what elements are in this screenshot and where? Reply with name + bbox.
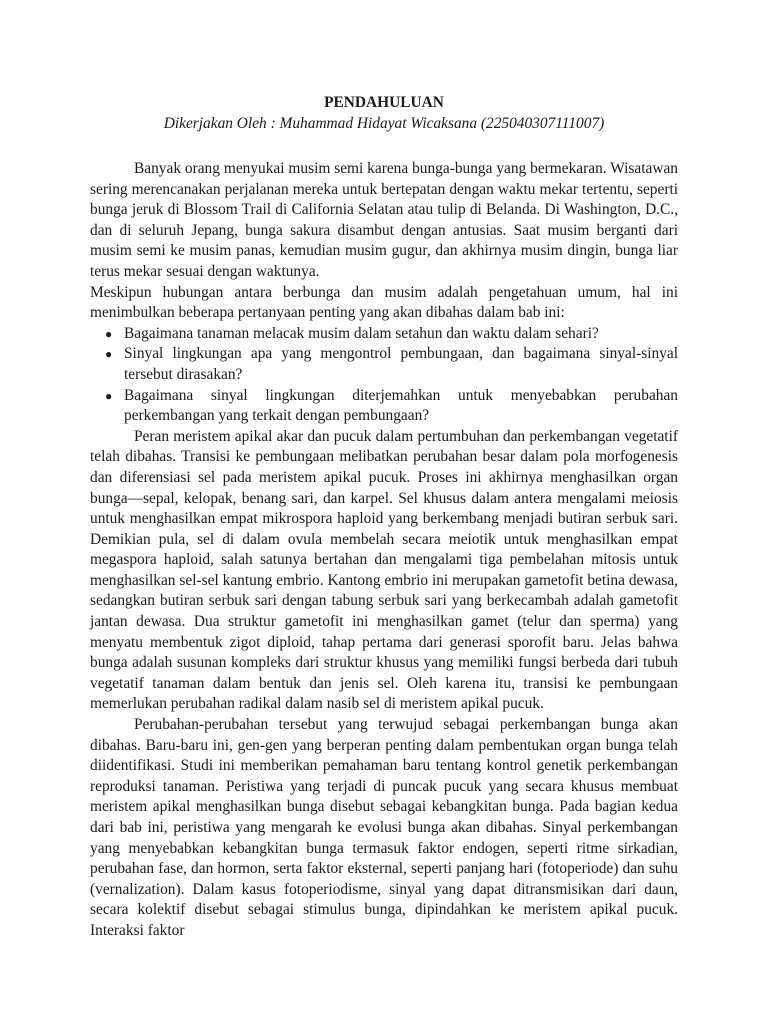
- paragraph-2: Meskipun hubungan antara berbunga dan musim adalah pengetahuan umum, hal ini menimbulkan beberapa pertanyaan penting yang akan dibahas dalam bab ini:: [90, 283, 678, 322]
- bullet-icon: ●: [105, 347, 113, 362]
- bullet-icon: ●: [105, 326, 113, 341]
- paragraph-3: Peran meristem apikal akar dan pucuk dalam pertumbuhan dan perkembangan vegetatif telah dibahas. Transisi ke pembungaan melibatkan perubahan besar dalam pola morfogenesis dan diferensiasi sel pada meristem apikal pucuk. Proses ini akhirnya menghasilkan organ bunga—sepal, kelopak, benang sari, dan karpel. Sel khusus dalam antera mengalami meiosis untuk menghasilkan empat mikrospora haploid yang berkembang menjadi butiran serbuk sari. Demikian pula, sel di dalam ovula membelah secara meiotik untuk menghasilkan empat megaspora haploid, salah satunya bertahan dan mengalami tiga pembelahan mitosis untuk menghasilkan sel-sel kantung embrio. Kantong embrio ini merupakan gametofit betina dewasa, sedangkan butiran serbuk sari dengan tabung serbuk sari yang berkecambah adalah gametofit jantan dewasa. Dua struktur gametofit ini menghasilkan gamet (telur dan sperma) yang menyatu membentuk zigot diploid, tahap pertama dari generasi sporofit baru. Jelas bahwa bunga adalah susunan kompleks dari struktur khusus yang memiliki fungsi berbeda dari tubuh vegetatif tanaman dalam bentuk dan jenis sel. Oleh karena itu, transisi ke pembungaan memerlukan perubahan radikal dalam nasib sel di meristem apikal pucuk.: [90, 427, 678, 713]
- document-title: PENDAHULUAN: [324, 94, 444, 111]
- bullet-icon: ●: [105, 388, 113, 403]
- list-item: [90, 386, 678, 427]
- question-list: [90, 324, 678, 427]
- list-item-text: Bagaimana sinyal lingkungan diterjemahkan untuk menyebabkan perubahan perkembangan yang terkait dengan pembungaan?: [124, 386, 678, 425]
- list-item: [90, 344, 678, 385]
- author-byline: Dikerjakan Oleh : Muhammad Hidayat Wicaksana (225040307111007): [163, 115, 605, 132]
- list-item-text: Sinyal lingkungan apa yang mengontrol pembungaan, dan bagaimana sinyal-sinyal tersebut dirasakan?: [124, 345, 678, 383]
- list-item-text: Bagaimana tanaman melacak musim dalam setahun dan waktu dalam sehari?: [124, 324, 599, 342]
- document-page: [90, 93, 678, 942]
- paragraph-4: Perubahan-perubahan tersebut yang terwujud sebagai perkembangan bunga akan dibahas. Baru-baru ini, gen-gen yang berperan penting dalam pembentukan organ bunga telah diidentifikasi. Studi ini memberikan pemahaman baru tentang kontrol genetik perkembangan reproduksi tanaman. Peristiwa yang terjadi di puncak pucuk yang secara khusus membuat meristem apikal menghasilkan bunga disebut sebagai kebangkitan bunga. Pada bagian kedua dari bab ini, peristiwa yang mengarah ke evolusi bunga akan dibahas. Sinyal perkembangan yang menyebabkan kebangkitan bunga termasuk faktor endogen, seperti ritme sirkadian, perubahan fase, dan hormon, serta faktor eksternal, seperti panjang hari (fotoperiode) dan suhu (vernalization). Dalam kasus fotoperiodisme, sinyal yang dapat ditransmisikan dari daun, secara kolektif disebut sebagai stimulus bunga, dipindahkan ke meristem apikal pucuk. Interaksi faktor: [90, 716, 678, 939]
- list-item: [90, 324, 678, 345]
- paragraph-1: Banyak orang menyukai musim semi karena bunga-bunga yang bermekaran. Wisatawan sering merencanakan perjalanan mereka untuk bertepatan dengan waktu mekar tertentu, seperti bunga jeruk di Blossom Trail di California Selatan atau tulip di Belanda. Di Washington, D.C., dan di seluruh Jepang, bunga sakura disambut dengan antusias. Saat musim berganti dari musim semi ke musim panas, kemudian musim gugur, dan akhirnya musim dingin, bunga liar terus mekar sesuai dengan waktunya.: [90, 160, 678, 280]
